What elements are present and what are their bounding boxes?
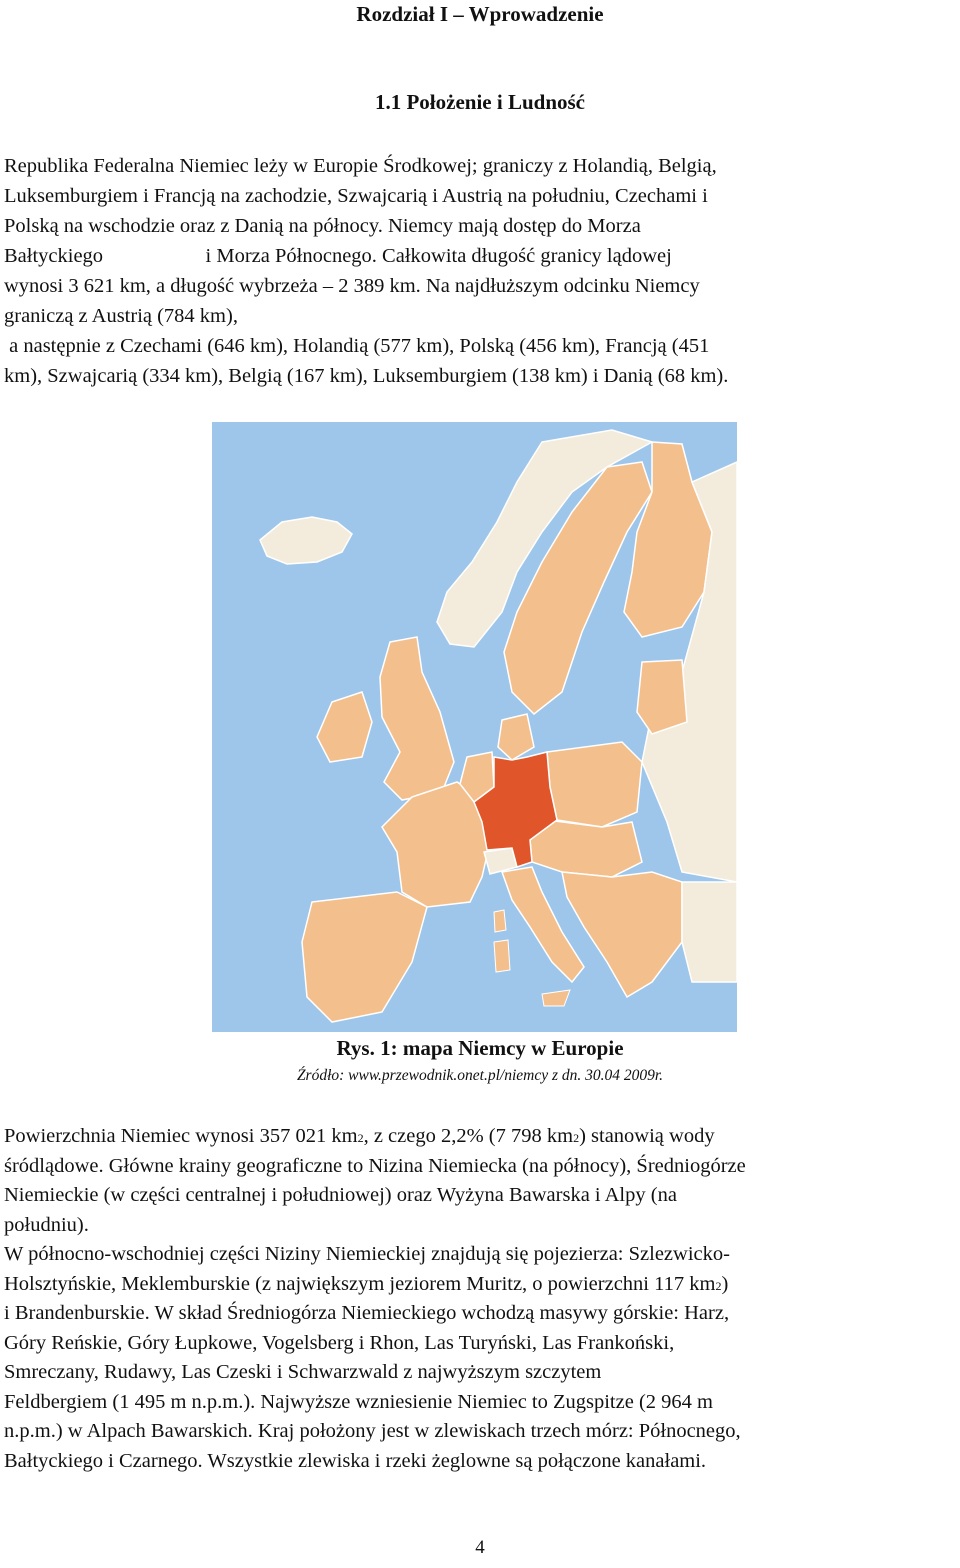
figure-caption: Rys. 1: mapa Niemcy w Europie	[336, 1036, 624, 1060]
body-line: Powierzchnia Niemiec wynosi 357 021 km2, z czego 2,2% (7 798 km2) stanowią wody	[4, 1125, 715, 1147]
intro-line: Luksemburgiem i Francją na zachodzie, Szwajcarią i Austrią na południu, Czechami i	[4, 185, 708, 207]
body-line: Góry Reńskie, Góry Łupkowe, Vogelsberg i Rhon, Las Turyński, Las Frankoński,	[4, 1331, 675, 1354]
europe-map	[212, 422, 737, 1032]
sardinia	[494, 940, 510, 972]
poland	[547, 742, 642, 827]
corsica	[494, 910, 506, 932]
intro-line: Polską na wschodzie oraz z Danią na północy. Niemcy mają dostęp do Morza	[4, 215, 641, 237]
body-line: n.p.m.) w Alpach Bawarskich. Kraj położony jest w zlewiskach trzech mórz: Północnego,	[4, 1420, 741, 1442]
body-line: Smreczany, Rudawy, Las Czeski i Schwarzwald z najwyższym szczytem	[4, 1361, 602, 1383]
body-line: W północno-wschodniej części Niziny Niemieckiej znajdują się pojezierza: Szlezwicko-	[4, 1243, 730, 1265]
section-title: 1.1 Położenie i Ludność	[374, 90, 585, 114]
body-line: Feldbergiem (1 495 m n.p.m.). Najwyższe wzniesienie Niemiec to Zugspitze (2 964 m	[4, 1390, 713, 1413]
body-paragraph	[4, 1122, 956, 1476]
intro-paragraph	[4, 151, 956, 391]
intro-line: Bałtyckiego i Morza Północnego. Całkowita długość granicy lądowej	[4, 245, 672, 267]
body-line: Bałtyckiego i Czarnego. Wszystkie zlewiska i rzeki żeglowne są połączone kanałami.	[4, 1449, 707, 1472]
map-graphic	[212, 422, 737, 1032]
body-line: południu).	[4, 1213, 89, 1236]
page-number: 4	[475, 1537, 485, 1558]
body-line: Niemieckie (w części centralnej i południowej) oraz Wyżyna Bawarska i Alpy (na	[4, 1184, 677, 1206]
figure-source: Źródło: www.przewodnik.onet.pl/niemcy z dn. 30.04 2009r.	[296, 1067, 664, 1084]
intro-line: Republika Federalna Niemiec leży w Europie Środkowej; graniczy z Holandią, Belgią,	[4, 155, 717, 177]
body-line: Holsztyńskie, Meklemburskie (z największym jeziorem Muritz, o powierzchni 117 km2)	[4, 1272, 729, 1295]
chapter-title: Rozdział I – Wprowadzenie	[356, 2, 604, 26]
intro-line: km), Szwajcarią (334 km), Belgią (167 km), Luksemburgiem (138 km) i Danią (68 km).	[4, 365, 729, 387]
intro-line: wynosi 3 621 km, a długość wybrzeża – 2 389 km. Na najdłuższym odcinku Niemcy	[4, 275, 700, 297]
body-line: i Brandenburskie. W skład Średniogórza Niemieckiego wchodzą masywy górskie: Harz,	[4, 1302, 730, 1324]
body-line: śródlądowe. Główne krainy geograficzne to Nizina Niemiecka (na północy), Średniogórze	[4, 1154, 746, 1177]
intro-line: graniczą z Austrią (784 km),	[4, 305, 238, 327]
intro-line: a następnie z Czechami (646 km), Holandią (577 km), Polską (456 km), Francją (451	[4, 335, 710, 357]
turkey	[682, 882, 737, 982]
baltic-states	[637, 660, 687, 734]
